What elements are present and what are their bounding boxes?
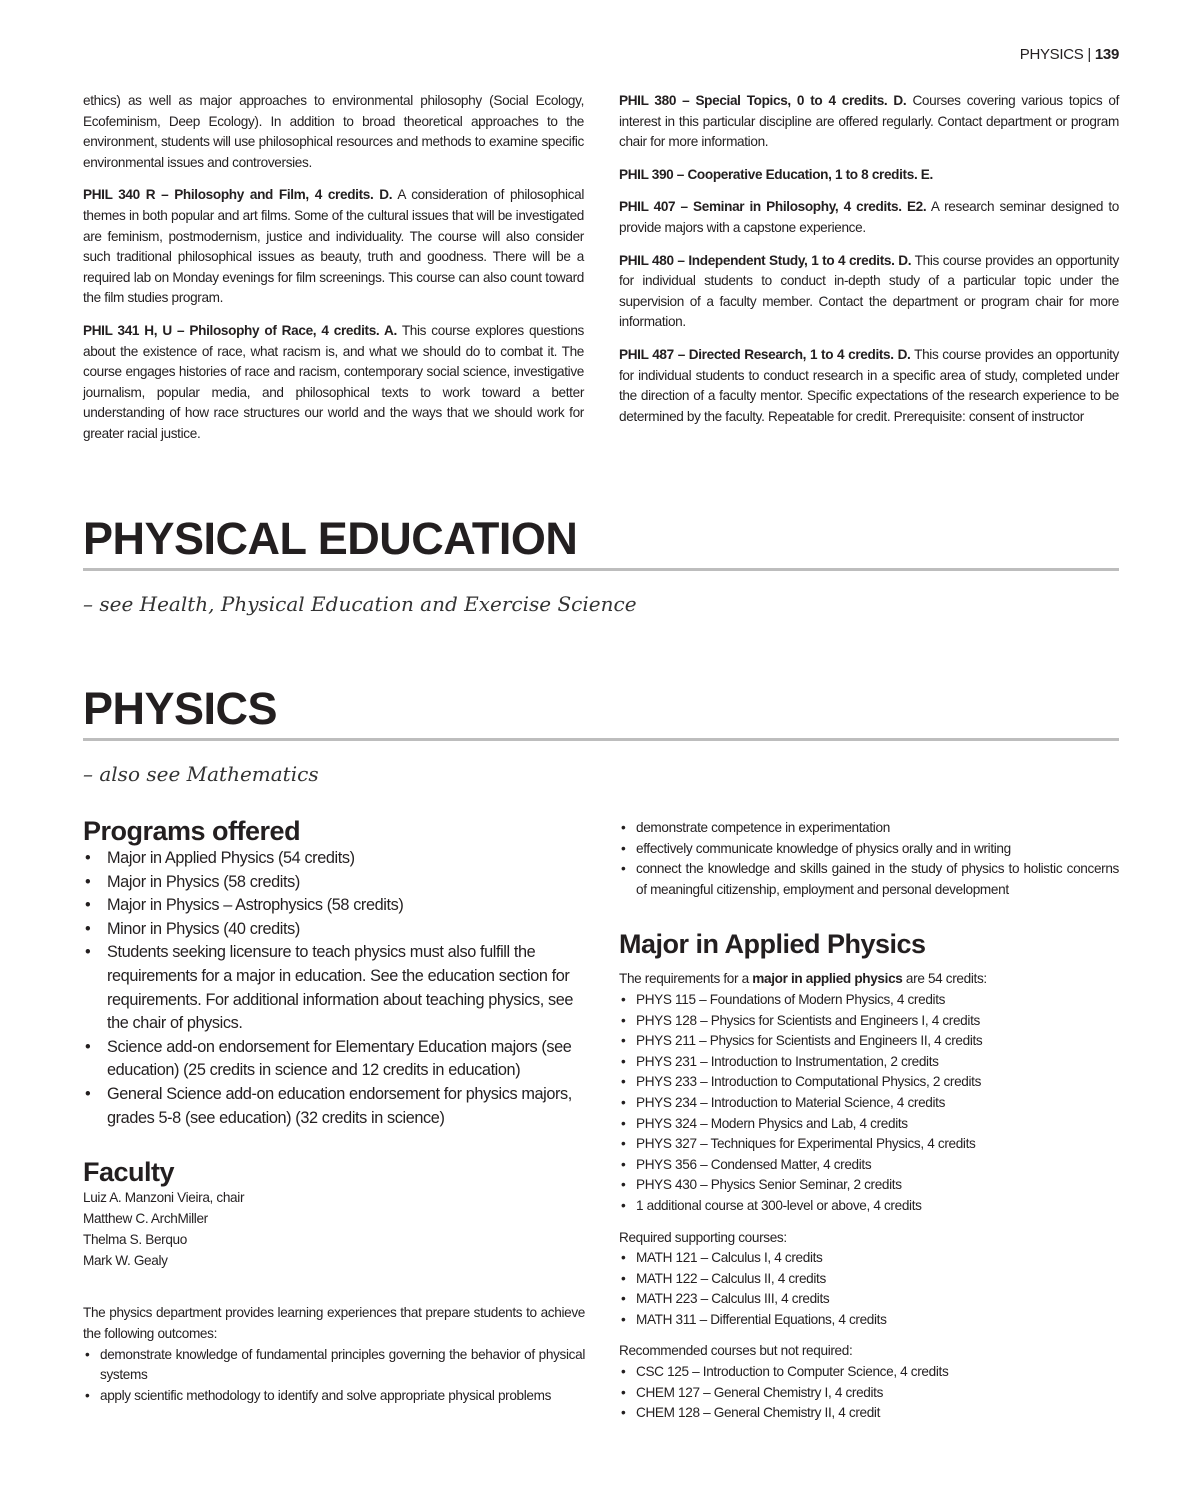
list-item: • apply scientific methodology to identify and solve appropriate physical problems [83, 1386, 585, 1407]
list-item: • PHYS 233 – Introduction to Computational Physics, 2 credits [619, 1072, 1119, 1093]
left-top-column [83, 91, 584, 457]
list-item: • demonstrate competence in experimentation [619, 818, 1119, 839]
course-entry [619, 91, 1119, 153]
running-head: PHYSICS [1019, 46, 1084, 63]
course-desc: This course provides an opportunity for individual students to conduct in-depth study of a particular topic under the supervision of a faculty member. Contact the department or program chair for more information. [619, 252, 1120, 330]
list-item: • connect the knowledge and skills gained in the study of physics to holistic concerns of meaningful citizenship, employment and personal development [619, 859, 1119, 900]
right-top-column [619, 91, 1119, 439]
page-number: 139 [1094, 46, 1119, 63]
course-title: PHIL 380 – Special Topics, 0 to 4 credits. D. [619, 93, 907, 108]
programs-heading: Programs offered [83, 816, 301, 846]
applied-intro [619, 969, 1119, 990]
list-item: • CHEM 128 – General Chemistry II, 4 credit [619, 1403, 1119, 1424]
list-item: • demonstrate knowledge of fundamental principles governing the behavior of physical systems [83, 1345, 585, 1386]
course-desc: A research seminar designed to provide majors with a capstone experience. [619, 199, 1119, 235]
course-entry [619, 345, 1119, 427]
faculty-name: Matthew C. ArchMiller [83, 1210, 208, 1226]
intro-text: The requirements for a [619, 971, 753, 987]
course-title: PHIL 487 – Directed Research, 1 to 4 credits. D. [619, 346, 911, 362]
list-item: • CSC 125 – Introduction to Computer Science, 4 credits [619, 1362, 1119, 1383]
recommended-list [619, 1362, 1119, 1424]
list-item: • MATH 122 – Calculus II, 4 credits [619, 1269, 1119, 1290]
list-item: • Major in Applied Physics (54 credits) [83, 847, 585, 871]
intro-text: are 54 credits: [902, 971, 987, 987]
course-desc: This course provides an opportunity for individual students to conduct research in a specific area of study, completed under the direction of a faculty mentor. Specific expectations of the research experience to be determined by the faculty. Repeatable for credit. Prerequisite: consent of instructor [619, 346, 1119, 424]
list-item: • PHYS 115 – Foundations of Modern Physics, 4 credits [619, 990, 1119, 1011]
list-item: • PHYS 327 – Techniques for Experimental Physics, 4 credits [619, 1134, 1119, 1155]
paragraph: ethics) as well as major approaches to environmental philosophy (Social Ecology, Ecofeminism, Deep Ecology). In addition to broad theoretical approaches to the environment, students will use philosophical resources and methods to examine specific environmental issues and controversies. [83, 93, 584, 170]
recommended-label: Recommended courses but not required: [619, 1343, 853, 1359]
supporting-list [619, 1248, 1119, 1330]
faculty-name: Luiz A. Manzoni Vieira, chair [83, 1190, 245, 1206]
course-desc: This course explores questions about the existence of race, what racism is, and what we should do to combat it. The course engages histories of race and racism, contemporary social science, investigative journalism, popular media, and philosophical texts to work toward a better understanding of how race structures our world and the ways that we should work for greater racial justice. [83, 322, 584, 441]
page-header [1020, 46, 1119, 63]
list-item: • MATH 311 – Differential Equations, 4 credits [619, 1310, 1119, 1331]
course-desc: A consideration of philosophical themes in both popular and art films. Some of the cultural issues that will be investigated are feminism, postmodernism, justice and individuality. The course will also consider such traditional philosophical issues as beauty, truth and goodness. There will be a required lab on Monday evenings for film screenings. This course can also count toward the film studies program. [83, 187, 584, 306]
list-item: • Major in Physics – Astrophysics (58 credits) [83, 894, 585, 918]
faculty-list [83, 1188, 585, 1271]
faculty-name: Mark W. Gealy [83, 1252, 168, 1268]
course-title: PHIL 341 H, U – Philosophy of Race, 4 credits. A. [83, 322, 397, 338]
outcomes-list [83, 1345, 585, 1407]
list-item: • PHYS 356 – Condensed Matter, 4 credits [619, 1155, 1119, 1176]
course-title: PHIL 480 – Independent Study, 1 to 4 credits. D. [619, 252, 912, 268]
course-desc: Courses covering various topics of interest in this particular discipline are offered regularly. Contact department or program chair for more information. [619, 93, 1119, 150]
right-bottom-column [619, 818, 1119, 1424]
supporting-label: Required supporting courses: [619, 1229, 787, 1245]
outcomes-intro: The physics department provides learning experiences that prepare students to achieve the following outcomes: [83, 1305, 585, 1341]
list-item: • PHYS 430 – Physics Senior Seminar, 2 credits [619, 1175, 1119, 1196]
see-also-note: – see Health, Physical Education and Exercise Science [83, 592, 637, 616]
list-item: • CHEM 127 – General Chemistry I, 4 credits [619, 1383, 1119, 1404]
section-heading-physics: PHYSICS [83, 684, 1119, 741]
programs-list [83, 847, 585, 1130]
list-item: • Major in Physics (58 credits) [83, 871, 585, 895]
course-entry [619, 251, 1119, 333]
intro-bold: major in applied physics [752, 971, 903, 987]
course-entry [83, 185, 584, 309]
faculty-heading: Faculty [83, 1157, 175, 1188]
list-item: • MATH 223 – Calculus III, 4 credits [619, 1289, 1119, 1310]
list-item: • PHYS 234 – Introduction to Material Science, 4 credits [619, 1093, 1119, 1114]
list-item: • PHYS 211 – Physics for Scientists and Engineers II, 4 credits [619, 1031, 1119, 1052]
course-entry [83, 321, 584, 445]
list-item: • General Science add-on education endorsement for physics majors, grades 5-8 (see education) (32 credits in science) [83, 1083, 585, 1130]
list-item: • MATH 121 – Calculus I, 4 credits [619, 1248, 1119, 1269]
course-title: PHIL 390 – Cooperative Education, 1 to 8 credits. E. [619, 166, 933, 182]
list-item: • PHYS 231 – Introduction to Instrumentation, 2 credits [619, 1052, 1119, 1073]
list-item: • effectively communicate knowledge of physics orally and in writing [619, 839, 1119, 860]
course-entry [619, 197, 1119, 238]
list-item: • PHYS 324 – Modern Physics and Lab, 4 credits [619, 1114, 1119, 1135]
separator: | [1087, 46, 1091, 63]
course-title: PHIL 407 – Seminar in Philosophy, 4 credits. E2. [619, 199, 927, 215]
section-heading-physical-education: PHYSICAL EDUCATION [83, 514, 1119, 571]
list-item: • Students seeking licensure to teach physics must also fulfill the requirements for a major in education. See the education section for requirements. For additional information about teaching physics, see the chair of physics. [83, 941, 585, 1035]
list-item: • PHYS 128 – Physics for Scientists and Engineers I, 4 credits [619, 1011, 1119, 1032]
list-item: • Science add-on endorsement for Elementary Education majors (see education) (25 credits in science and 12 credits in education) [83, 1036, 585, 1083]
list-item: • Minor in Physics (40 credits) [83, 918, 585, 942]
see-also-note: – also see Mathematics [83, 762, 319, 786]
faculty-name: Thelma S. Berquo [83, 1231, 187, 1247]
course-title: PHIL 340 R – Philosophy and Film, 4 credits. D. [83, 187, 393, 203]
outcomes-list-continued [619, 818, 1119, 900]
applied-physics-heading: Major in Applied Physics [619, 929, 926, 960]
course-entry [619, 165, 1119, 186]
left-bottom-column [83, 815, 585, 1406]
list-item: • 1 additional course at 300-level or above, 4 credits [619, 1196, 1119, 1217]
requirements-list [619, 990, 1119, 1217]
